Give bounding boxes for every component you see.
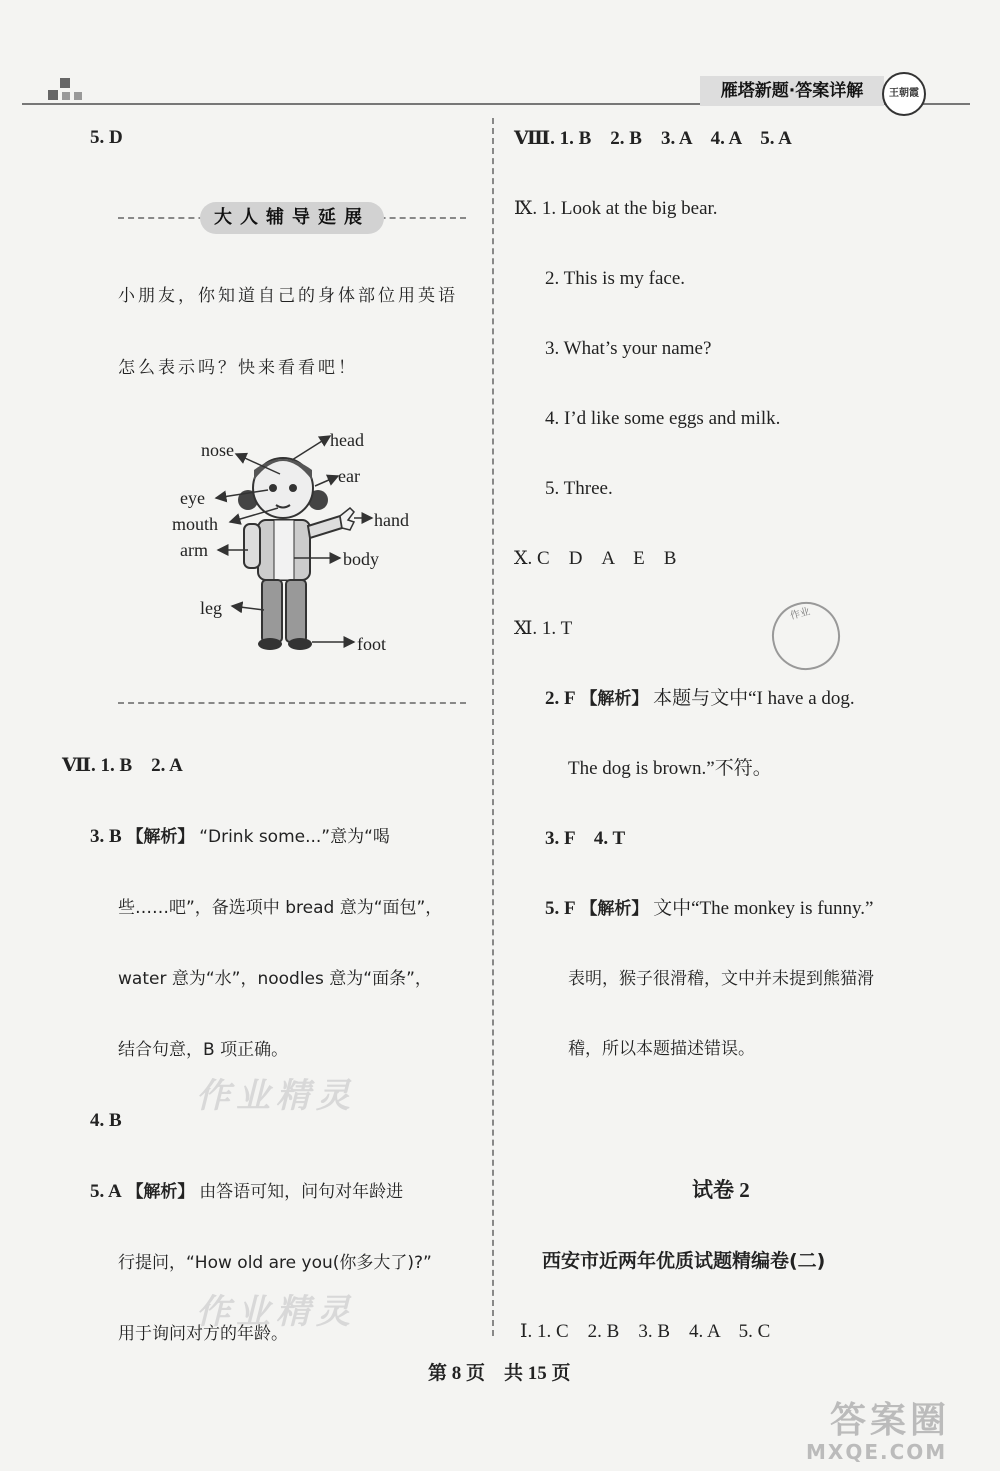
section-11-q5-line2: 表明，猴子很滑稽，文中并未提到熊猫滑 (568, 969, 874, 989)
section-9-line5: 5. Three. (545, 478, 613, 499)
header-square-1 (60, 78, 70, 88)
girl-foot-left (258, 638, 282, 650)
arrow-ear (315, 476, 338, 486)
section-7-q3-tag: 【解析】 (126, 827, 195, 847)
section-8-answers: Ⅷ. 1. B 2. B 3. A 4. A 5. A (514, 128, 792, 149)
header-title: 雁塔新题·答案详解 (700, 76, 884, 106)
section-7-q3-line4: 结合句意，B 项正确。 (118, 1040, 289, 1060)
girl-leg-right (286, 580, 306, 642)
section-7-q5-number: 5. A (90, 1181, 122, 1202)
section-7-q5-tag: 【解析】 (126, 1182, 195, 1202)
label-arm: arm (180, 540, 208, 560)
section-7-q5-line2: 行提问，“How old are you(你多大了)?” (118, 1253, 432, 1273)
section-11-q5-number: 5. F (545, 898, 576, 919)
arrow-head (292, 436, 330, 460)
girl-arm-right (308, 516, 342, 538)
paper-title: 试卷 2 (692, 1178, 750, 1202)
girl-eye-right (289, 484, 297, 492)
section-11-q2-tag: 【解析】 (580, 689, 649, 709)
girl-arm-left (244, 524, 260, 568)
column-divider (492, 118, 494, 1336)
header-square-2 (48, 90, 58, 100)
label-leg: leg (200, 598, 222, 618)
section-1-answers: Ⅰ. 1. C 2. B 3. B 4. A 5. C (520, 1321, 771, 1342)
extension-intro-line1: 小朋友，你知道自己的身体部位用英语 (118, 286, 458, 306)
section-11-q5-line1: 文中“The monkey is funny.” (653, 898, 874, 919)
section-11-q2-line2: The dog is brown.”不符。 (568, 758, 772, 779)
label-body: body (343, 549, 379, 569)
publisher-logo: 王朝霞 (882, 72, 926, 116)
section-10-answers: Ⅹ. C D A E B (514, 548, 677, 569)
section-7-q5-line1: 由答语可知，问句对年龄进 (199, 1182, 404, 1202)
stamp-mark: 作业 (764, 594, 847, 677)
label-ear: ear (338, 466, 360, 486)
watermark-2: 作业精灵 (196, 1292, 356, 1332)
girl-shirt (274, 520, 294, 580)
section-11-q5-line3: 稽，所以本题描述错误。 (568, 1039, 755, 1059)
section-11-q2-number: 2. F (545, 688, 576, 709)
section-9-line3: 3. What’s your name? (545, 338, 712, 359)
header-square-4 (74, 92, 82, 100)
section-11-q5-tag: 【解析】 (580, 899, 649, 919)
watermark-1: 作业精灵 (196, 1076, 356, 1116)
extension-box-title: 大人辅导延展 (200, 202, 384, 234)
girl-foot-right (288, 638, 312, 650)
header-square-3 (62, 92, 70, 100)
corner-watermark-url: MXQE.COM (806, 1440, 948, 1464)
section-11-line1: Ⅺ. 1. T (514, 618, 573, 639)
girl-leg-left (262, 580, 282, 642)
corner-watermark-logo: 答案圈 (830, 1400, 951, 1441)
extension-intro-line2: 怎么表示吗？快来看看吧！ (118, 358, 358, 378)
arrow-leg (232, 606, 264, 610)
section-7-q3-line1: “Drink some...”意为“喝 (199, 827, 390, 847)
page-number: 第 8 页 共 15 页 (428, 1363, 571, 1384)
girl-hand (340, 508, 354, 530)
section-9-line1: Ⅸ. 1. Look at the big bear. (514, 198, 718, 219)
section-7-q5-line3: 用于询问对方的年龄。 (118, 1324, 288, 1344)
label-head: head (330, 430, 364, 450)
section-7-line1: Ⅶ. 1. B 2. A (62, 755, 183, 776)
paper-subtitle: 西安市近两年优质试题精编卷(二) (542, 1250, 826, 1272)
label-foot: foot (357, 634, 386, 654)
section-9-line4: 4. I’d like some eggs and milk. (545, 408, 781, 429)
section-7-q3-number: 3. B (90, 826, 122, 847)
section-11-q3-q4: 3. F 4. T (545, 828, 626, 849)
label-nose: nose (201, 440, 234, 460)
label-hand: hand (374, 510, 409, 530)
section-7-q3-line3: water 意为“水”，noodles 意为“面条”， (118, 969, 432, 989)
label-mouth: mouth (172, 514, 219, 534)
section-11-q2-line1: 本题与文中“I have a dog. (653, 688, 855, 709)
section-7-q3-line2: 些……吧”，备选项中 bread 意为“面包”， (118, 898, 443, 918)
section-9-line2: 2. This is my face. (545, 268, 686, 289)
extension-box-bottom-rule (118, 702, 466, 704)
label-eye: eye (180, 488, 205, 508)
answer-5: 5. D (90, 127, 123, 148)
girl-eye-left (269, 484, 277, 492)
section-7-q4: 4. B (90, 1110, 122, 1131)
